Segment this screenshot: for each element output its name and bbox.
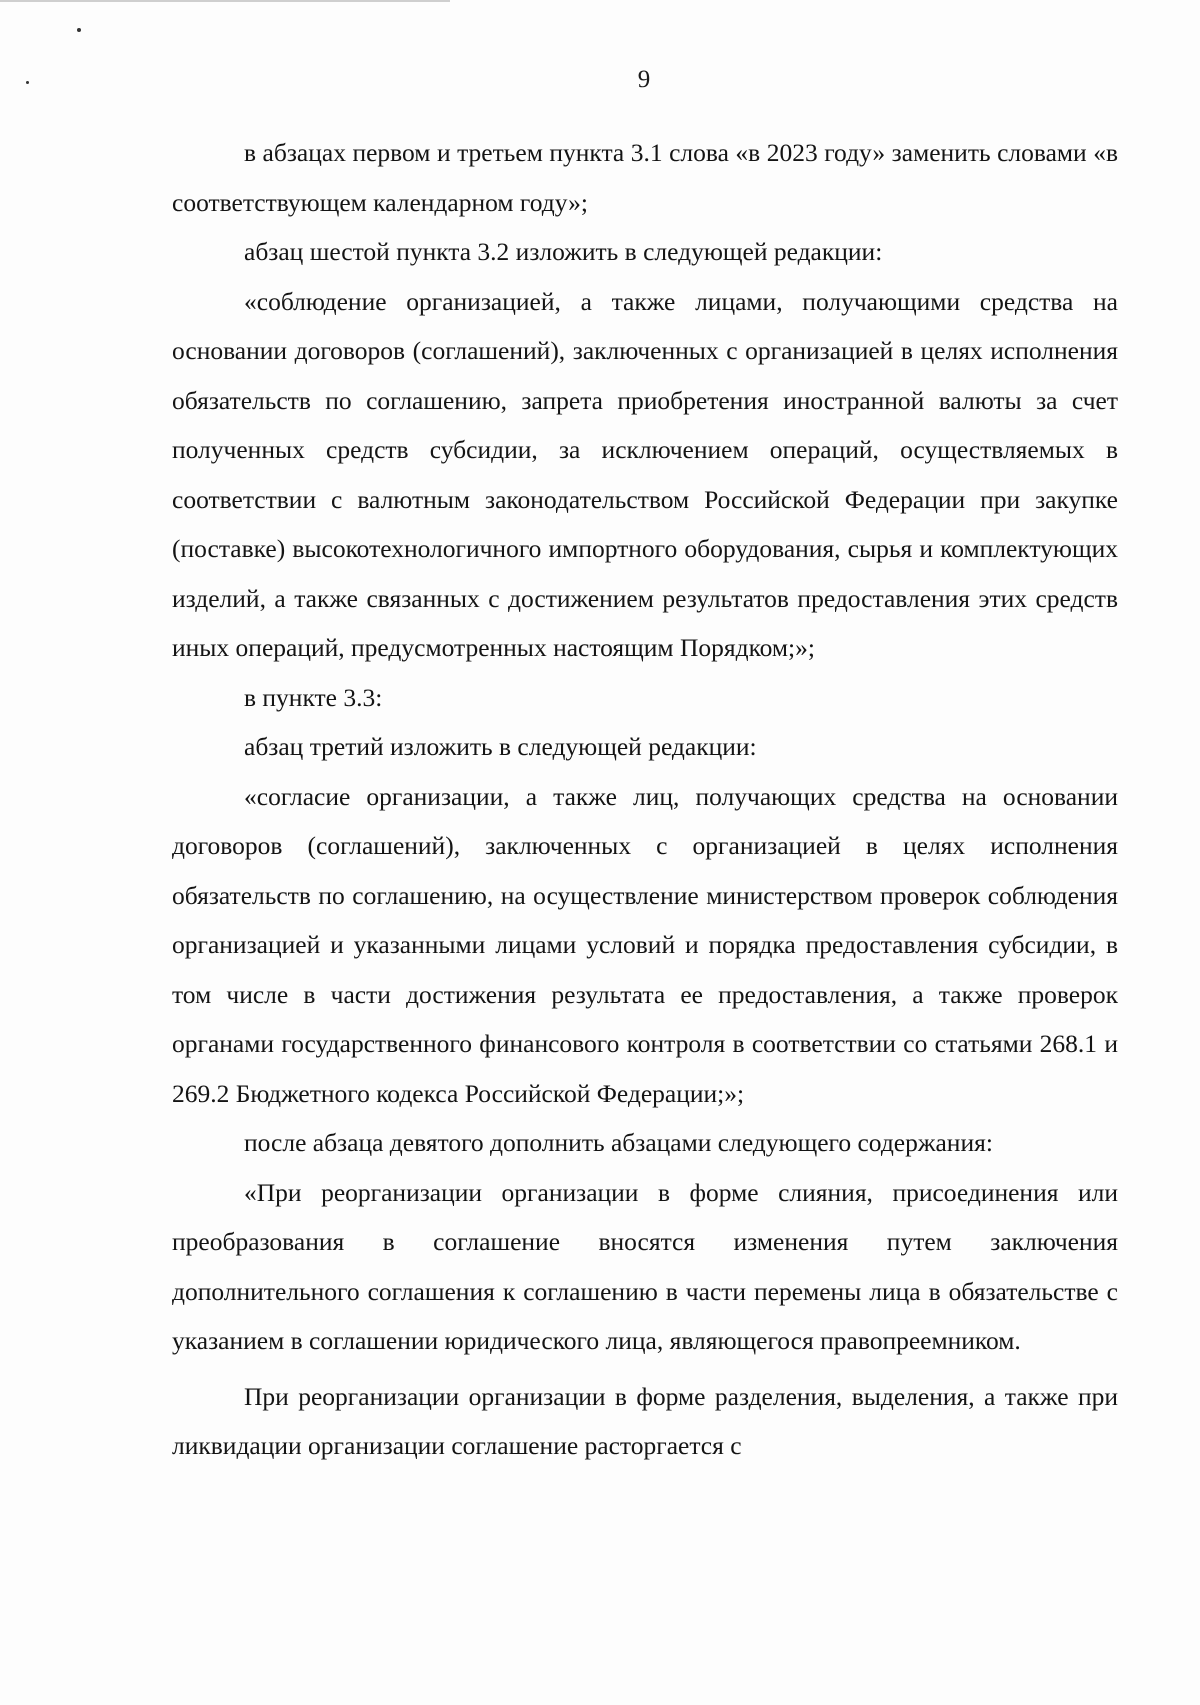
scan-edge-line bbox=[0, 0, 450, 2]
paragraph: «При реорганизации организации в форме слияния, присоединения или преобразования в соглашение вносятся изменения путем заключения дополнительного соглашения к соглашению в части перемены лица в обязательстве с указанием в соглашении юридического лица, являющегося правопреемником. bbox=[172, 1177, 1118, 1355]
paragraph: в абзацах первом и третьем пункта 3.1 слова «в 2023 году» заменить словами «в соответствующем календарном году»; bbox=[172, 138, 1118, 217]
paragraph: абзац третий изложить в следующей редакции: bbox=[244, 732, 757, 761]
document-body bbox=[172, 128, 1118, 1471]
paragraph: При реорганизации организации в форме разделения, выделения, а также при ликвидации организации соглашение расторгается с bbox=[172, 1381, 1118, 1460]
paragraph: «согласие организации, а также лиц, получающих средства на основании договоров (соглашений), заключенных с организацией в целях исполнения обязательств по соглашению, на осуществление министерством проверок соблюдения организацией и указанными лицами условий и порядка предоставления субсидии, в том числе в части достижения результата ее предоставления, а также проверок органами государственного финансового контроля в соответствии со статьями 268.1 и 269.2 Бюджетного кодекса Российской Федерации;»; bbox=[172, 781, 1118, 1108]
scan-speck bbox=[26, 81, 29, 84]
paragraph: в пункте 3.3: bbox=[244, 682, 383, 712]
paragraph: после абзаца девятого дополнить абзацами следующего содержания: bbox=[244, 1128, 993, 1157]
paragraph: «соблюдение организацией, а также лицами, получающими средства на основании договоров (соглашений), заключенных с организацией в целях исполнения обязательств по соглашению, запрета приобретения иностранной валюты за счет полученных средств субсидии, за исключением операций, осуществляемых в соответствии с валютным законодательством Российской Федерации при закупке (поставке) высокотехнологичного импортного оборудования, сырья и комплектующих изделий, а также связанных с достижением результатов предоставления этих средств иных операций, предусмотренных настоящим Порядком;»; bbox=[172, 286, 1118, 662]
page-number: 9 bbox=[637, 66, 651, 93]
paragraph: абзац шестой пункта 3.2 изложить в следующей редакции: bbox=[244, 237, 883, 266]
scan-speck bbox=[77, 28, 81, 32]
